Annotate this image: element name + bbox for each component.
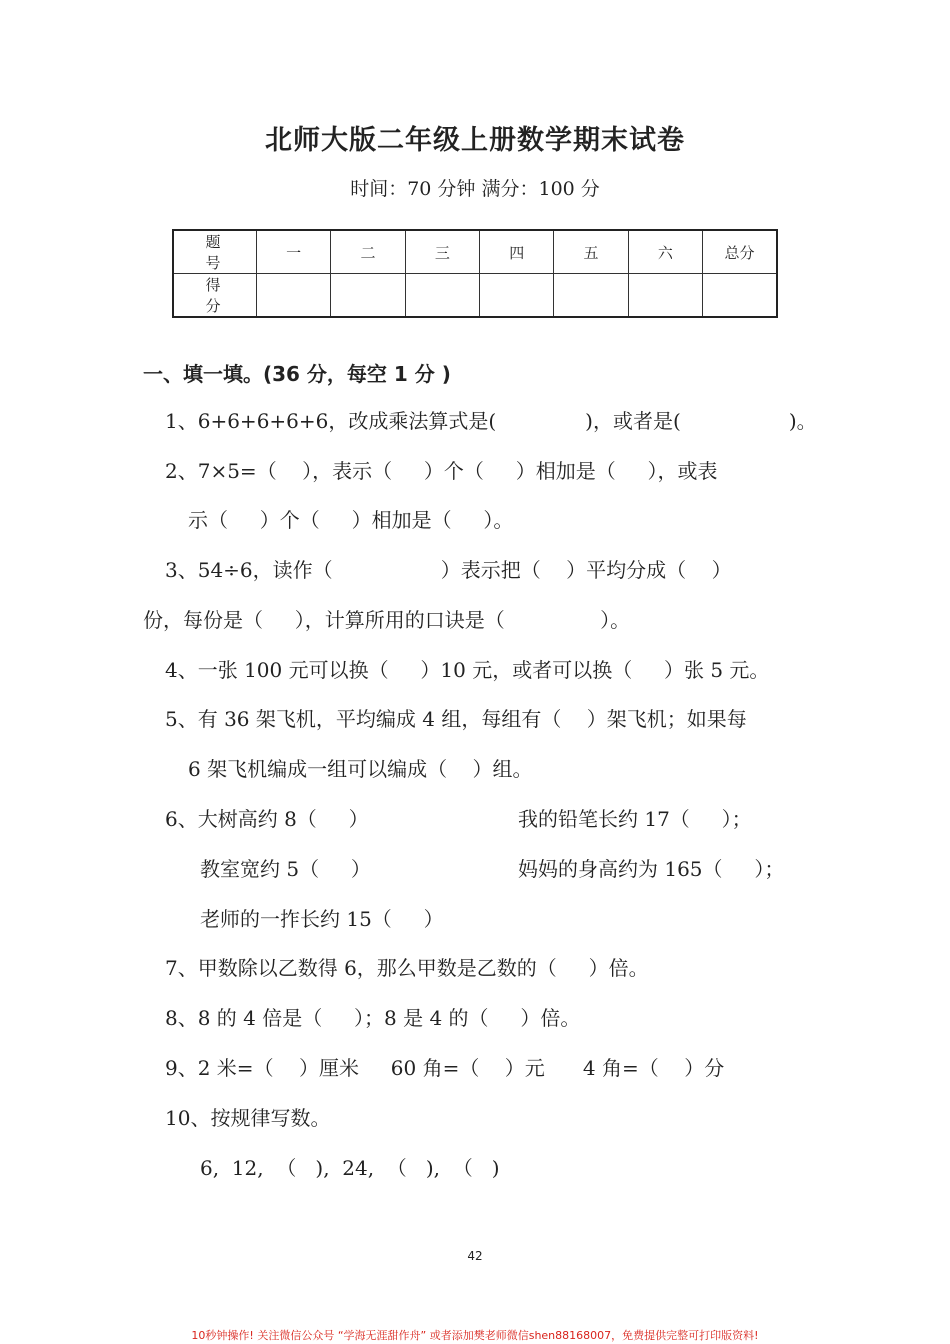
- score-table-cell: 一: [257, 230, 331, 274]
- question-8: 8、8 的 4 倍是（ ）；8 是 4 的（ ）倍。: [165, 1006, 581, 1030]
- question-4: 4、一张 100 元可以换（ ）10 元，或者可以换（ ）张 5 元。: [165, 658, 770, 682]
- score-table: [172, 229, 778, 318]
- score-input-cell[interactable]: [628, 274, 702, 318]
- page-title: 北师大版二年级上册数学期末试卷: [265, 125, 685, 156]
- question-10: 10、按规律写数。: [165, 1106, 331, 1130]
- question-6c: 教室宽约 5（ ）: [200, 857, 371, 881]
- score-table-cell: 三: [405, 230, 479, 274]
- question-2: 2、7×5=（ ），表示（ ）个（ ）相加是（ ），或表: [165, 459, 718, 483]
- question-5: 5、有 36 架飞机，平均编成 4 组，每组有（ ）架飞机；如果每: [165, 707, 747, 731]
- score-table-cell: 六: [628, 230, 702, 274]
- score-table-cell: 总分: [703, 230, 777, 274]
- score-input-cell[interactable]: [480, 274, 554, 318]
- question-6d: 妈妈的身高约为 165（ ）；: [518, 857, 785, 881]
- question-9: 9、2 米=（ ）厘米 60 角=（ ）元 4 角=（ ）分: [165, 1056, 725, 1080]
- score-input-cell[interactable]: [703, 274, 777, 318]
- question-10-sequence: 6, 12, （ ), 24, （ ), （ ): [200, 1156, 500, 1180]
- score-input-cell[interactable]: [405, 274, 479, 318]
- question-1: 1、6+6+6+6+6，改成乘法算式是( )，或者是( )。: [165, 409, 817, 433]
- score-table-score-row: [173, 274, 777, 318]
- question-7: 7、甲数除以乙数得 6，那么甲数是乙数的（ ）倍。: [165, 956, 649, 980]
- exam-info: 时间：70 分钟 满分：100 分: [350, 178, 600, 200]
- page-number: 42: [467, 1249, 483, 1263]
- score-table-cell: 题 号: [173, 230, 257, 274]
- score-table-header-row: [173, 230, 777, 274]
- section-heading: 一、填一填。(36 分，每空 1 分 ): [143, 362, 451, 386]
- score-table-cell: 四: [480, 230, 554, 274]
- question-6e: 老师的一拃长约 15（ ）: [200, 907, 444, 931]
- question-3-cont: 份，每份是（ ），计算所用的口诀是（ ）。: [143, 608, 631, 632]
- question-6b: 我的铅笔长约 17（ ）；: [518, 807, 752, 831]
- score-table-cell: 二: [331, 230, 405, 274]
- question-6a: 6、大树高约 8（ ）: [165, 807, 369, 831]
- score-table-cell: 五: [554, 230, 628, 274]
- score-input-cell[interactable]: [554, 274, 628, 318]
- score-input-cell[interactable]: [331, 274, 405, 318]
- question-2-cont: 示（ ）个（ ）相加是（ ）。: [188, 508, 514, 532]
- question-5-cont: 6 架飞机编成一组可以编成（ ）组。: [188, 757, 533, 781]
- question-3: 3、54÷6，读作（ ）表示把（ ）平均分成（ ）: [165, 558, 732, 582]
- score-table-cell: 得 分: [173, 274, 257, 318]
- footer-note: 10秒钟操作! 关注微信公众号 “学海无涯甜作舟” 或者添加樊老师微信shen88168007，免费提供完整可打印版资料!: [191, 1329, 759, 1342]
- score-input-cell[interactable]: [257, 274, 331, 318]
